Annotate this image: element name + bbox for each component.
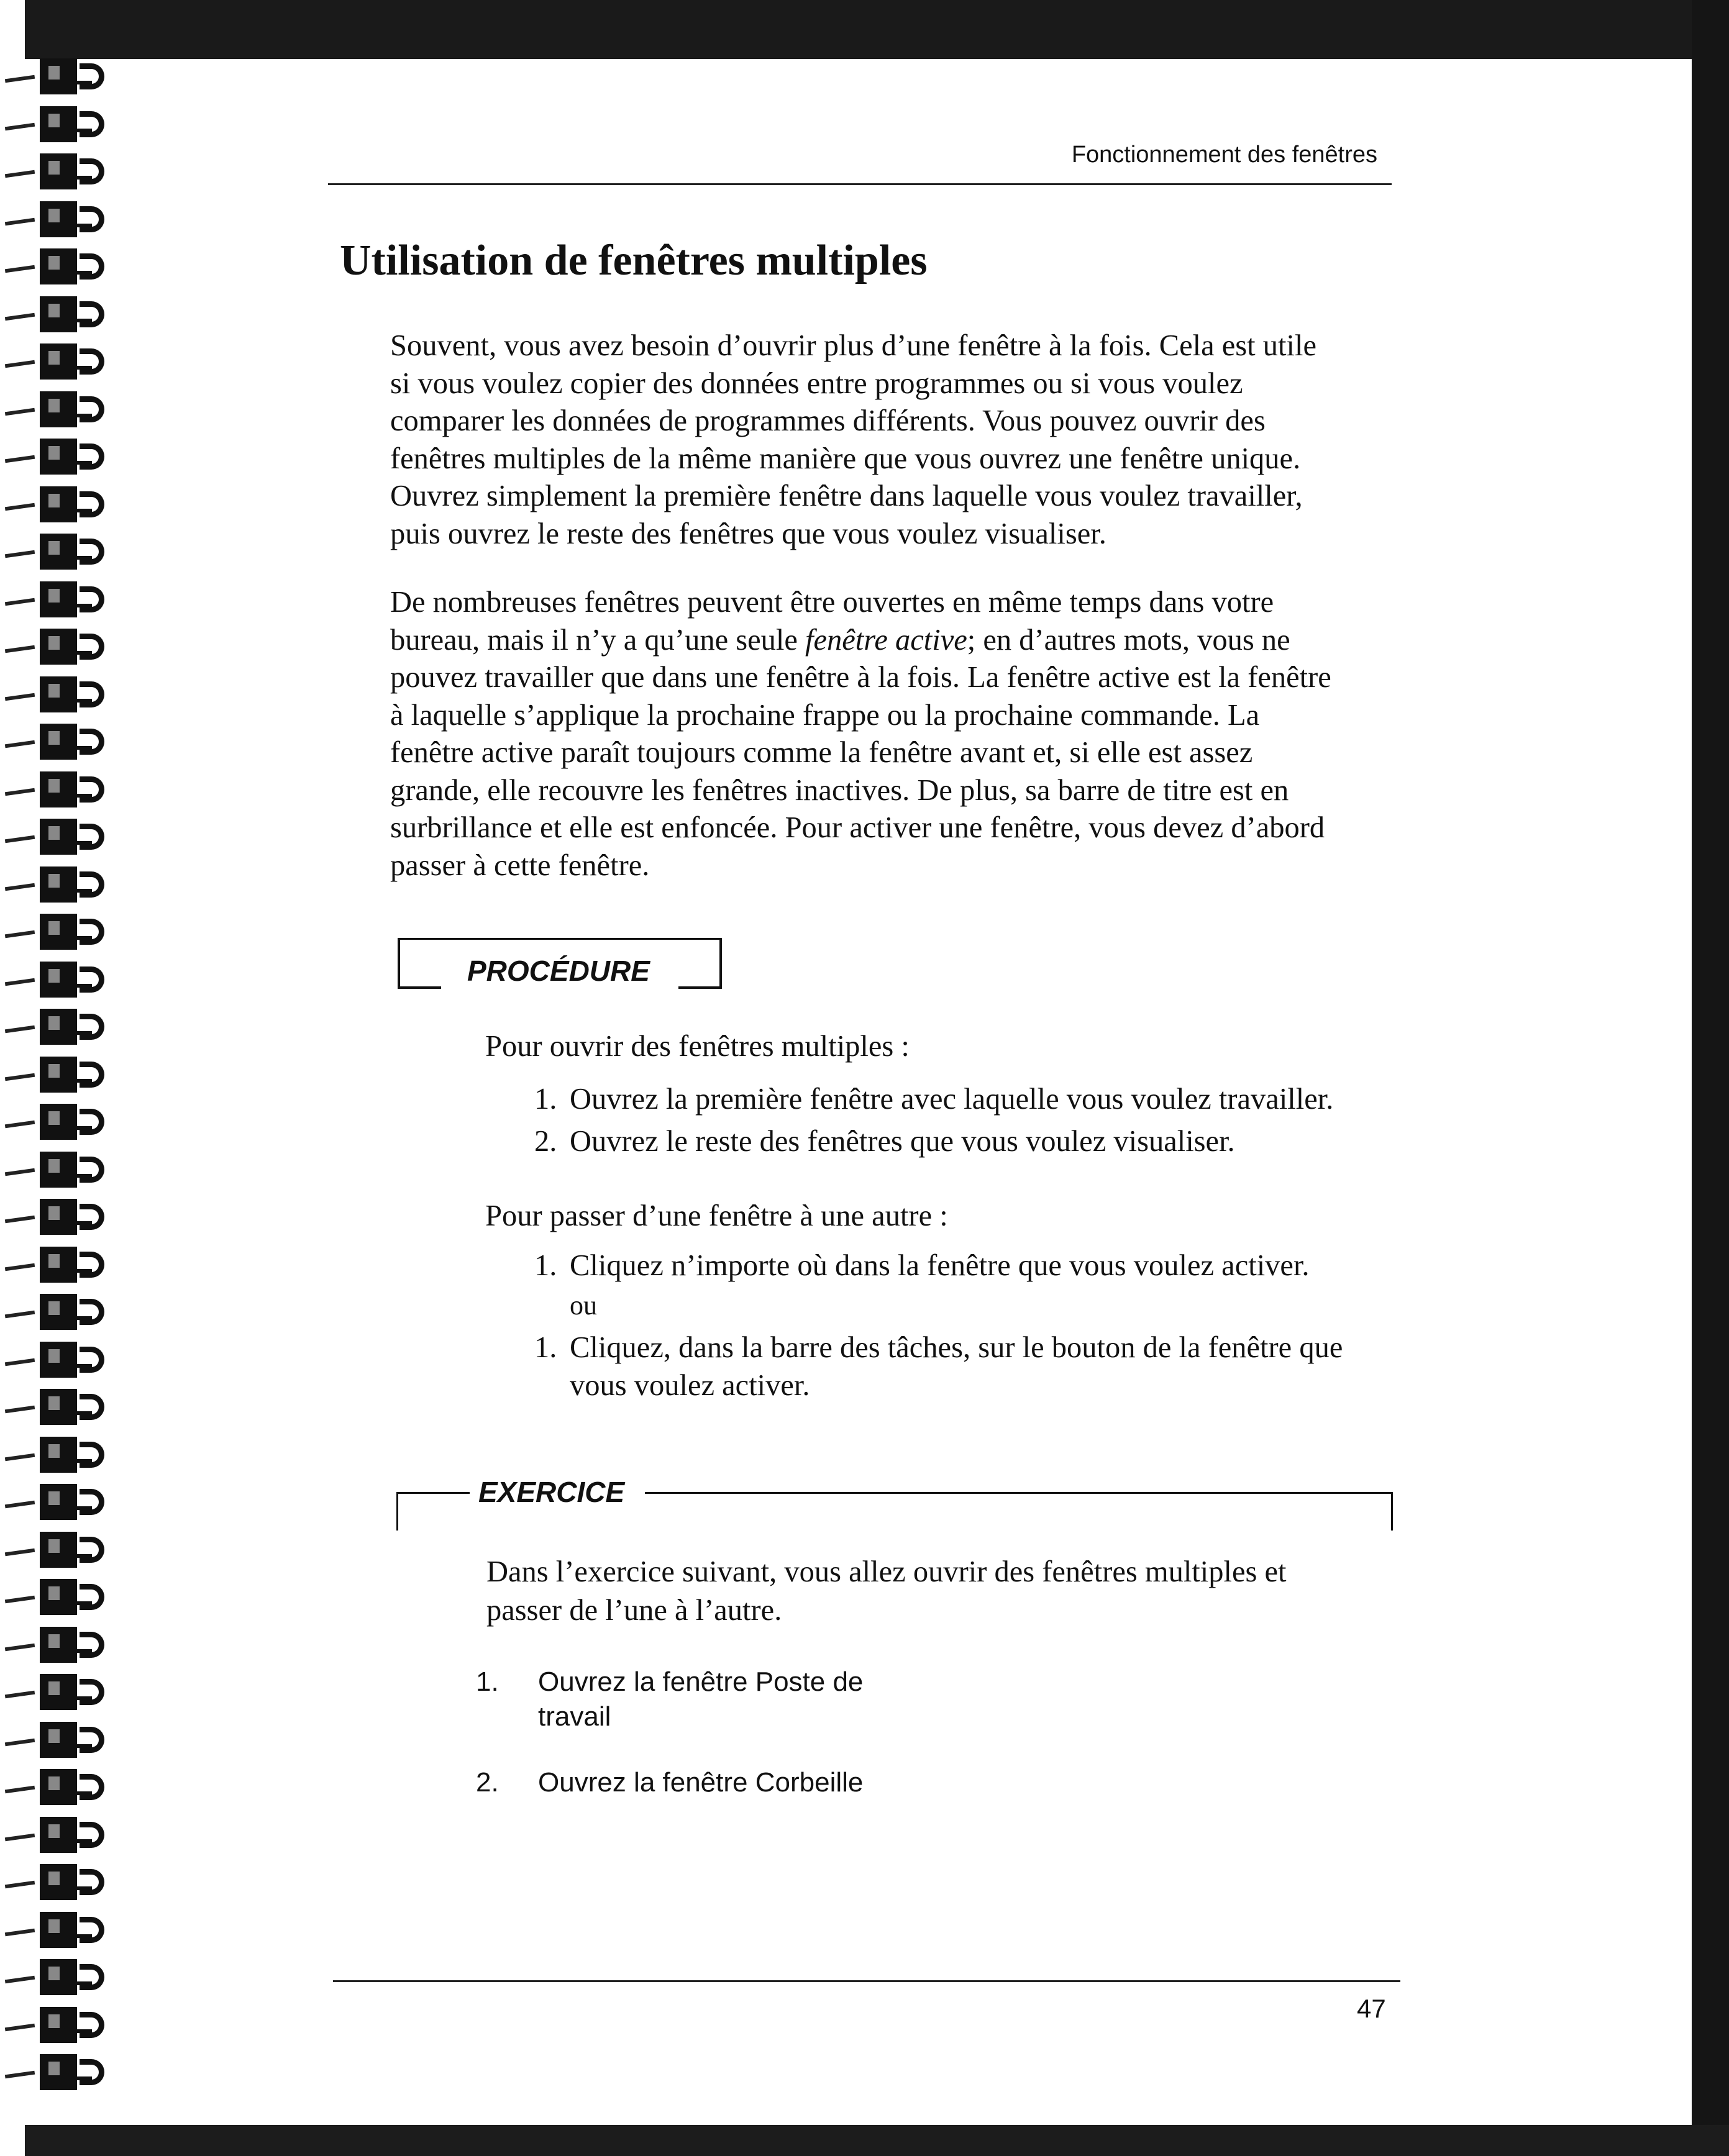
binding-ring <box>0 1909 137 1953</box>
paragraph-line: puis ouvrez le reste des fenêtres que vous voulez visualiser. <box>390 517 1106 550</box>
binding-ring <box>0 721 137 765</box>
paragraph-line: fenêtres multiples de la même manière que vous ouvrez une fenêtre unique. <box>390 442 1301 475</box>
binding-ring <box>0 1149 137 1193</box>
paragraph-line: Souvent, vous avez besoin d’ouvrir plus d’une fenêtre à la fois. Cela est utile <box>390 329 1316 362</box>
binding-ring <box>0 484 137 527</box>
scan-border-bottom <box>0 2125 1729 2156</box>
step-text: Cliquez n’importe où dans la fenêtre que vous voulez activer. <box>570 1249 1310 1282</box>
paragraph-line <box>390 622 1384 660</box>
paragraph-line: passer à cette fenêtre. <box>390 848 650 882</box>
binding-ring <box>0 1054 137 1098</box>
paragraph-line: comparer les données de programmes différents. Vous pouvez ouvrir des <box>390 404 1266 437</box>
binding-ring <box>0 959 137 1003</box>
binding-ring <box>0 1481 137 1525</box>
paragraph-intro <box>390 327 1384 553</box>
binding-ring <box>0 2052 137 2095</box>
binding-ring <box>0 674 137 717</box>
binding-ring <box>0 104 137 147</box>
binding-ring <box>0 56 137 99</box>
step-number: 1. <box>534 1331 557 1364</box>
step-text-line: Ouvrez la fenêtre Corbeille <box>538 1767 864 1798</box>
binding-ring <box>0 1672 137 1715</box>
binding-ring <box>0 816 137 860</box>
step-text-line: vous voulez activer. <box>570 1368 810 1402</box>
exercise-frame-right <box>1391 1492 1393 1531</box>
binding-ring <box>0 1814 137 1858</box>
paragraph-line: De nombreuses fenêtres peuvent être ouvertes en même temps dans votre <box>390 586 1274 619</box>
binding-ring <box>0 1339 137 1383</box>
step-text <box>538 1765 863 1800</box>
paragraph-line: grande, elle recouvre les fenêtres inactives. De plus, sa barre de titre est en <box>390 773 1289 807</box>
binding-ring <box>0 2004 137 2048</box>
running-head: Fonctionnement des fenêtres <box>1071 142 1377 168</box>
binding-ring <box>0 294 137 337</box>
paragraph-active-window <box>390 584 1384 885</box>
or-separator: ou <box>570 1290 597 1321</box>
step-text: Ouvrez le reste des fenêtres que vous voulez visualiser. <box>570 1125 1235 1158</box>
binding-ring <box>0 1529 137 1573</box>
exercise-label: EXERCICE <box>478 1476 625 1508</box>
paragraph-line: Ouvrez simplement la première fenêtre dans laquelle vous voulez travailler, <box>390 480 1303 512</box>
binding-ring <box>0 1196 137 1240</box>
binding-ring <box>0 1862 137 1905</box>
paragraph-line: surbrillance et elle est enfoncée. Pour activer une fenêtre, vous devez d’abord <box>390 811 1325 844</box>
step-text <box>538 1665 863 1734</box>
binding-ring <box>0 864 137 907</box>
step-number: 2. <box>476 1767 499 1798</box>
binding-ring <box>0 626 137 670</box>
page-number: 47 <box>1357 1994 1386 2023</box>
procedure-switch-intro: Pour passer d’une fenêtre à une autre : <box>485 1199 948 1232</box>
exercise-frame-left <box>396 1492 398 1531</box>
binding-ring <box>0 579 137 622</box>
emphasis-term: fenêtre active <box>805 623 967 657</box>
page-title: Utilisation de fenêtres multiples <box>340 237 928 284</box>
binding-ring <box>0 531 137 575</box>
step-text <box>570 1329 1343 1404</box>
paragraph-line: fenêtre active paraît toujours comme la fenêtre avant et, si elle est assez <box>390 736 1253 769</box>
binding-ring <box>0 1624 137 1668</box>
scan-border-top <box>0 0 1729 59</box>
scan-border-right <box>1692 0 1729 2156</box>
paragraph-line: pouvez travailler que dans une fenêtre à la fois. La fenêtre active est la fenêtre <box>390 661 1331 694</box>
paragraph-text: ; en d’autres mots, vous ne <box>967 623 1290 657</box>
paragraph-line: à laquelle s’applique la prochaine frappe ou la prochaine commande. La <box>390 698 1260 732</box>
binding-ring <box>0 1719 137 1763</box>
step-number: 2. <box>534 1125 557 1158</box>
binding-ring <box>0 1767 137 1810</box>
exercise-intro <box>486 1553 1287 1630</box>
footer-rule <box>333 1980 1400 1982</box>
binding-ring <box>0 911 137 955</box>
binding-ring <box>0 341 137 384</box>
exercise-frame-top-right <box>645 1492 1393 1494</box>
exercise-intro-line: Dans l’exercice suivant, vous allez ouvrir des fenêtres multiples et <box>486 1555 1287 1588</box>
step-number: 1. <box>534 1083 557 1116</box>
binding-ring <box>0 1957 137 2000</box>
binding-ring <box>0 199 137 242</box>
exercise-intro-line: passer de l’une à l’autre. <box>486 1594 782 1627</box>
exercise-frame-top-left <box>396 1492 470 1494</box>
binding-ring <box>0 151 137 194</box>
binding-ring <box>0 1244 137 1288</box>
binding-ring <box>0 1386 137 1430</box>
binding-ring <box>0 1291 137 1335</box>
step-text-line: Ouvrez la fenêtre Poste de <box>538 1667 864 1697</box>
binding-ring <box>0 1434 137 1478</box>
binding-ring <box>0 1576 137 1620</box>
spiral-binding <box>0 56 137 2118</box>
binding-ring <box>0 1101 137 1145</box>
step-number: 1. <box>476 1667 499 1697</box>
binding-ring <box>0 246 137 289</box>
step-text: Ouvrez la première fenêtre avec laquelle vous voulez travailler. <box>570 1083 1334 1116</box>
header-rule <box>328 183 1392 185</box>
binding-ring <box>0 769 137 812</box>
procedure-open-intro: Pour ouvrir des fenêtres multiples : <box>485 1030 910 1063</box>
step-text-line: Cliquez, dans la barre des tâches, sur le bouton de la fenêtre que <box>570 1331 1343 1364</box>
paragraph-text: bureau, mais il n’y a qu’une seule <box>390 623 806 657</box>
paragraph-line: si vous voulez copier des données entre programmes ou si vous voulez <box>390 366 1243 400</box>
procedure-label: PROCÉDURE <box>467 955 650 987</box>
binding-ring <box>0 436 137 480</box>
step-text-line: travail <box>538 1701 611 1732</box>
binding-ring <box>0 1006 137 1050</box>
binding-ring <box>0 389 137 432</box>
step-number: 1. <box>534 1249 557 1282</box>
